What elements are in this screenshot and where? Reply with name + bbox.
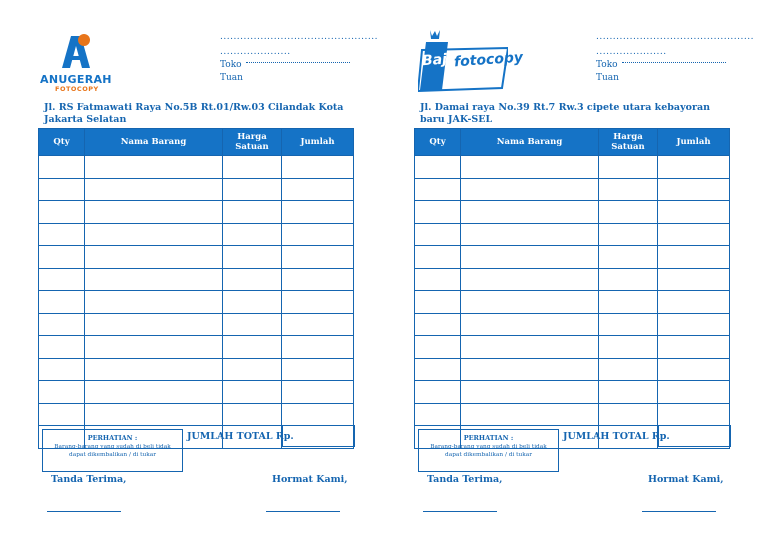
table-row — [415, 268, 730, 291]
dotted-line-short: ..................... — [596, 47, 667, 57]
notice-box — [418, 429, 559, 472]
table-row — [415, 291, 730, 314]
table-row — [415, 246, 730, 269]
table-row — [415, 223, 730, 246]
dotted-line: ............................................... — [596, 32, 754, 42]
baja-logo-text: Baja — [421, 50, 457, 70]
items-table — [414, 128, 730, 449]
notice-text: Barang-barang yang sudah di beli tidak dapat dikembalikan / di tukar — [430, 444, 547, 458]
notice-title: PERHATIAN : — [463, 434, 514, 442]
signature-line-receiver[interactable] — [47, 511, 121, 512]
dotted-line-short: ..................... — [220, 47, 291, 57]
hormat-kami-label: Hormat Kami, — [272, 474, 348, 485]
table-row — [415, 358, 730, 381]
store-address: Jl. Damai raya No.39 Rt.7 Rw.3 cipete utara kebayoran baru JAK-SEL — [420, 102, 711, 125]
total-label: JUMLAH TOTAL Rp. — [563, 431, 670, 442]
header-harga-satuan: Harga Satuan — [223, 129, 282, 156]
table-row — [39, 246, 354, 269]
table-row — [39, 358, 354, 381]
table-row — [39, 178, 354, 201]
table-row — [415, 336, 730, 359]
header-nama-barang: Nama Barang — [85, 129, 223, 156]
header-harga-satuan: Harga Satuan — [599, 129, 658, 156]
header-qty: Qty — [415, 129, 461, 156]
receipt-anugerah — [38, 0, 378, 543]
toko-field-line[interactable] — [622, 62, 726, 63]
table-row — [415, 156, 730, 179]
header-qty: Qty — [39, 129, 85, 156]
receipt-baja — [414, 0, 754, 543]
signature-line-receiver[interactable] — [423, 511, 497, 512]
notice-text: Barang-barang yang sudah di beli tidak dapat dikembalikan / di tukar — [54, 444, 171, 458]
header-nama-barang: Nama Barang — [461, 129, 599, 156]
store-address: Jl. RS Fatmawati Raya No.5B Rt.01/Rw.03 Cilandak Kota Jakarta Selatan — [44, 102, 344, 125]
toko-label: Toko — [220, 60, 242, 70]
toko-label: Toko — [596, 60, 618, 70]
dotted-line: ............................................... — [220, 32, 378, 42]
tuan-label: Tuan — [596, 73, 619, 83]
toko-field-line[interactable] — [246, 62, 350, 63]
table-row — [39, 156, 354, 179]
total-field[interactable] — [658, 425, 731, 447]
table-row — [415, 178, 730, 201]
table-row — [415, 381, 730, 404]
table-row — [39, 291, 354, 314]
anugerah-logo-text: ANUGERAH — [40, 73, 112, 86]
total-label: JUMLAH TOTAL Rp. — [187, 431, 294, 442]
header-jumlah: Jumlah — [658, 129, 730, 156]
header-jumlah: Jumlah — [282, 129, 354, 156]
total-field[interactable] — [282, 425, 355, 447]
signature-line-seller[interactable] — [642, 511, 716, 512]
table-row — [415, 403, 730, 426]
hormat-kami-label: Hormat Kami, — [648, 474, 724, 485]
notice-title: PERHATIAN : — [87, 434, 138, 442]
table-row — [39, 268, 354, 291]
table-row — [39, 313, 354, 336]
tuan-label: Tuan — [220, 73, 243, 83]
tanda-terima-label: Tanda Terima, — [51, 474, 127, 485]
tanda-terima-label: Tanda Terima, — [427, 474, 503, 485]
table-row — [39, 223, 354, 246]
anugerah-logo-subtext: FOTOCOPY — [55, 85, 99, 93]
items-table — [38, 128, 354, 449]
baja-logo-subtext: fotocopy — [453, 49, 524, 71]
table-row — [415, 313, 730, 336]
table-row — [415, 201, 730, 224]
signature-line-seller[interactable] — [266, 511, 340, 512]
table-row — [39, 336, 354, 359]
table-row — [39, 403, 354, 426]
notice-box — [42, 429, 183, 472]
table-row — [39, 381, 354, 404]
table-row — [39, 201, 354, 224]
